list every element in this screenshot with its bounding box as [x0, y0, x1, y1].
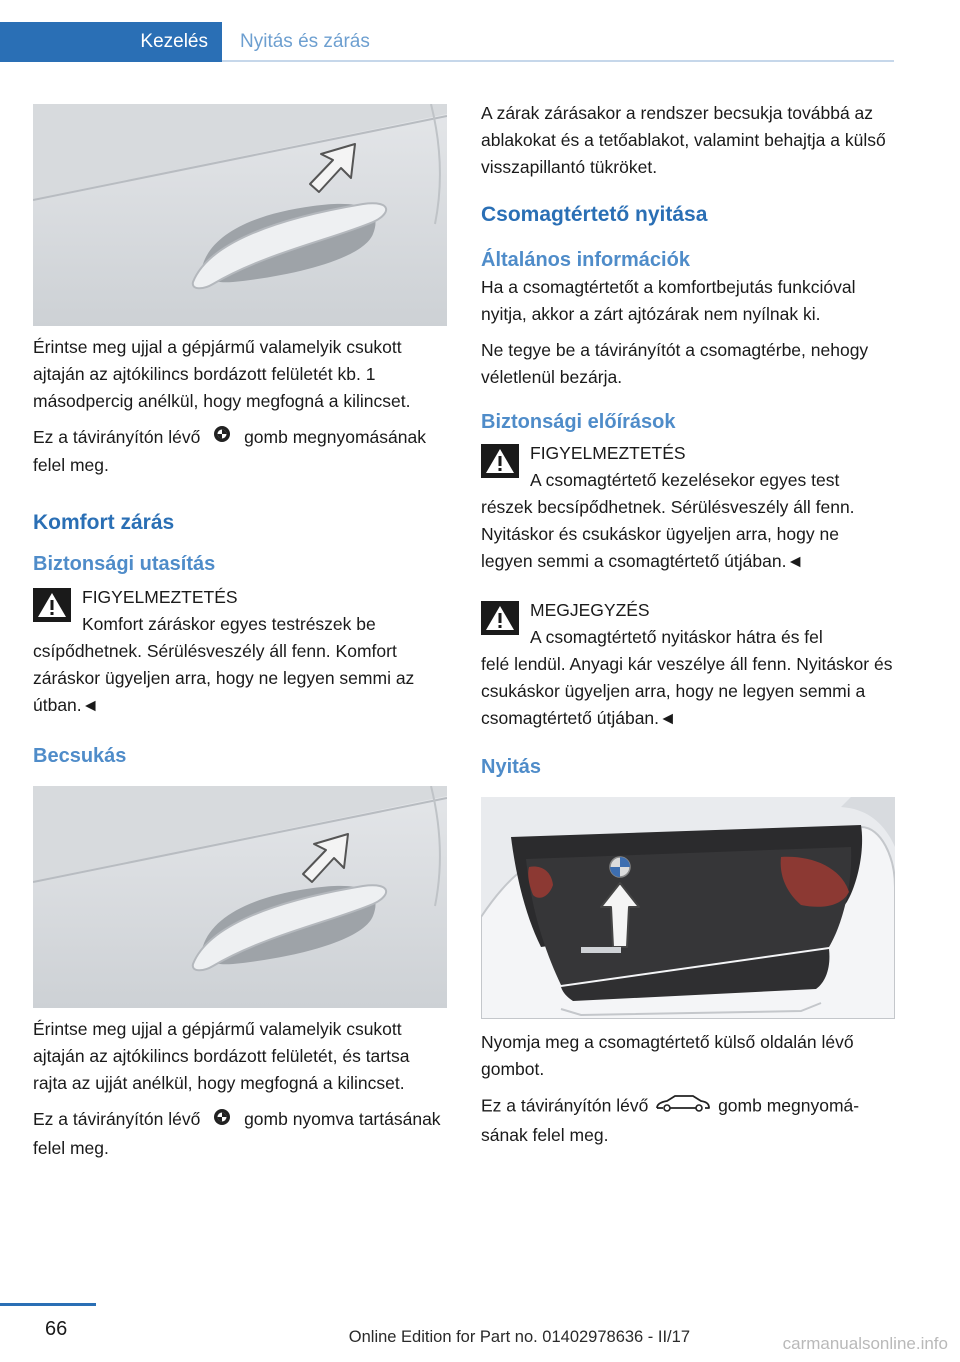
right-column	[481, 104, 895, 1158]
paragraph-remote-close	[33, 1106, 447, 1161]
paragraph-open-touch: Érintse meg ujjal a gépjármű valamelyik csukott ajtaján az ajtókilincs bordázott felületét kb. 1 másodpercig anélkül, hogy megfogná a kilincset.	[33, 337, 411, 411]
heading-komfort-zaras: Komfort zárás	[33, 511, 175, 535]
left-column	[33, 104, 447, 1171]
heading-becsukas: Becsukás	[33, 745, 127, 768]
paragraph-remote-trunk-before: Ez a távirányítón lévő	[481, 1095, 649, 1116]
warning-block-komfort	[33, 584, 447, 719]
page-number: 66	[45, 1318, 68, 1340]
paragraph-remote-open-after: gomb megnyomásának felel meg.	[33, 427, 426, 476]
footer-edition: Online Edition for Part no. 01402978636 - II/17	[348, 1328, 690, 1346]
heading-biztonsagi-eloirasok: Biztonsági előírások	[481, 411, 676, 433]
warning-block-trunk	[481, 440, 895, 575]
warning-title: FIGYELMEZTETÉS	[82, 587, 238, 608]
warning-text: csípődhetnek. Sérülésveszély áll fenn. Komfort záráskor ügyeljen arra, hogy ne legyen semmi az útban.◄	[33, 641, 415, 716]
warning-first-line: Komfort záráskor egyes testrészek be	[82, 614, 376, 635]
header-divider	[222, 60, 894, 62]
heading-altalanos-informaciok: Általános információk	[481, 249, 690, 271]
bmw-lock-button-icon	[205, 1107, 239, 1135]
footer-divider	[0, 1303, 96, 1306]
warning-first-line: A csomagtértető kezelésekor egyes test	[530, 470, 840, 490]
paragraph-remote-open	[33, 424, 447, 479]
header-tab-nyitas-es-zaras[interactable]	[240, 22, 370, 62]
warning-title: FIGYELMEZTETÉS	[530, 443, 686, 463]
header-tab-kezeles-label: Kezelés	[140, 31, 208, 52]
door-handle-illustration-open	[33, 104, 447, 326]
header-tab-nyitas-label: Nyitás és zárás	[240, 31, 370, 52]
note-text: felé lendül. Anyagi kár veszélye áll fenn. Nyitáskor és csukáskor ügyeljen arra, hogy ne legyen semmi a csomagtértető útjában.◄	[481, 654, 893, 728]
paragraph-komfortbejutas: Ha a csomagtértetőt a komfortbejutás funkcióval nyitja, akkor a zárt ajtózárak nem nyílnak ki.	[481, 277, 856, 324]
warning-triangle-icon	[481, 444, 519, 478]
heading-nyitas: Nyitás	[481, 756, 542, 778]
paragraph-windows-close: A zárak zárásakor a rendszer becsukja továbbá az ablakokat és a tetőablakot, valamint behajtja a külső visszapillantó tükröket.	[481, 103, 886, 177]
paragraph-remote-close-after: gomb nyomva tartásának felel meg.	[33, 1109, 441, 1158]
heading-biztonsagi-utasitas: Biztonsági utasítás	[33, 553, 216, 576]
door-handle-illustration-close	[33, 786, 447, 1008]
paragraph-remote-in-trunk: Ne tegye be a távirányítót a csomagtérbe, nehogy véletlenül bezárja.	[481, 340, 869, 387]
trunk-opening-illustration	[481, 797, 895, 1019]
car-trunk-button-icon	[653, 1092, 713, 1122]
watermark: carmanualsonline.info	[782, 1334, 948, 1353]
header-tab-kezeles[interactable]	[0, 22, 222, 62]
paragraph-remote-trunk	[481, 1092, 895, 1149]
paragraph-close-touch: Érintse meg ujjal a gépjármű valamelyik csukott ajtaján az ajtókilincs bordázott felületét, és tartsa rajta az ujját anélkül, hogy megfogná a kilincset.	[33, 1019, 410, 1094]
note-title: MEGJEGYZÉS	[530, 600, 650, 620]
warning-text: részek becsípődhetnek. Sérülésveszély áll fenn. Nyitáskor és csukáskor ügyeljen arra, hogy ne legyen semmi a csomagtértető útjában.◄	[481, 497, 855, 571]
bmw-lock-button-icon	[205, 424, 239, 452]
warning-triangle-icon	[33, 588, 71, 622]
paragraph-trunk-button: Nyomja meg a csomagtértető külső oldalán lévő gombot.	[481, 1032, 854, 1079]
note-block-trunk	[481, 597, 895, 732]
page-header	[0, 22, 894, 64]
paragraph-remote-trunk-after: gomb megnyomásának felel meg.	[481, 1095, 860, 1145]
warning-triangle-icon	[481, 601, 519, 635]
note-first-line: A csomagtértető nyitáskor hátra és fel	[530, 627, 823, 647]
paragraph-remote-close-before: Ez a távirányítón lévő	[33, 1109, 201, 1130]
heading-csomagterteto-nyitasa: Csomagtértető nyitása	[481, 203, 708, 226]
paragraph-remote-open-before: Ez a távirányítón lévő	[33, 427, 201, 447]
